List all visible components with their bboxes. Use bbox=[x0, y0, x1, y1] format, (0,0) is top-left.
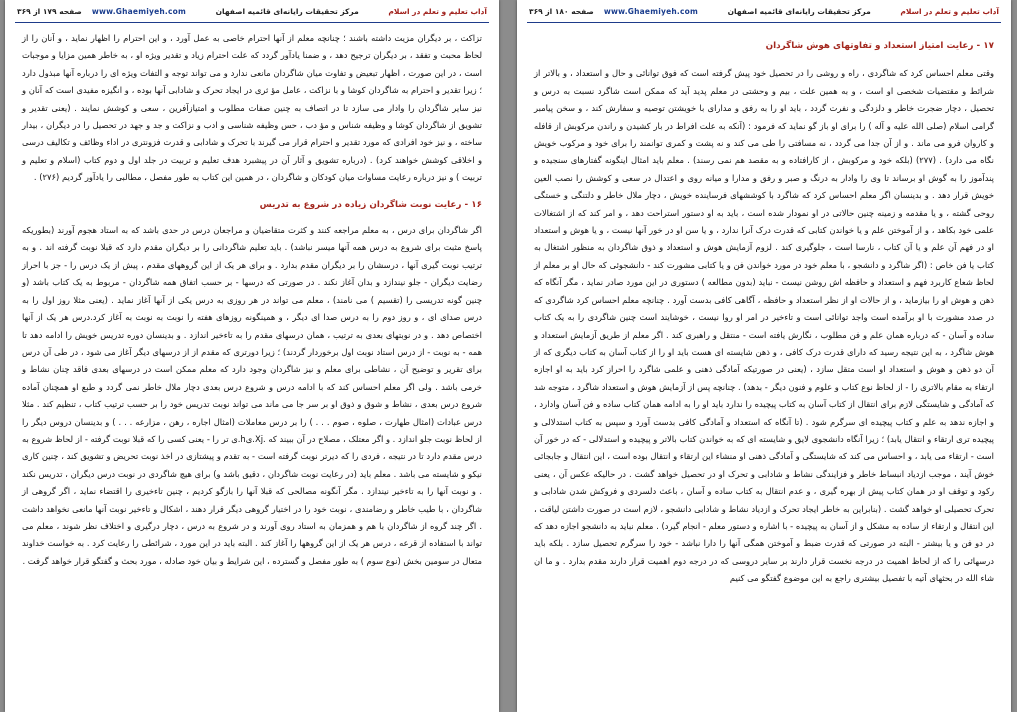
right-header-rule bbox=[527, 22, 1001, 23]
left-book-title: آداب تعلیم و تعلم در اسلام bbox=[388, 6, 487, 16]
left-publisher-name: مرکز تحقیقات رایانه‌ای قائمیه اصفهان bbox=[215, 6, 359, 16]
right-book-title: آداب تعلیم و تعلم در اسلام bbox=[900, 6, 999, 16]
left-header-left-group bbox=[17, 7, 186, 16]
left-section-title: ۱۶ - رعایت نوبت شاگردان زیاده در شروع به تدریس bbox=[259, 199, 482, 210]
right-publisher-name: مرکز تحقیقات رایانه‌ای قائمیه اصفهان bbox=[727, 6, 871, 16]
right-page-content bbox=[534, 30, 994, 704]
right-paragraph-1: وقتی معلم احساس کرد که شاگردی ، راه و روشی را در تحصیل خود پیش گرفته است که فوق توانائی و حال و استعداد ، و بالاتر از شرائط و مقتضیات شخصی او است ، و به همین علت ، بیم و وحشتی در معلم پدید آید که ممکن است شاگرد نسبت به درس و تحصیل ، دچار ضجرت خاطر و دلزدگی و نفرت گردد ، باید او را به رفق و مدارای با خویشتن توصیه و سفارش کند ، و سخن پیامبر گرامی اسلام (صلی الله علیه و آله ) را برای او باز گو نماید که فرمود : (آنکه به علت افراط در بار کشیدن و راندن مرکوبش از قافله و کاروان فرو می ماند . و از آن جدا می گردد ، نه مسافتی را طی می کند و نه پشت و کمری توانمند را برای خود و مرکوب خویش نگاه می دارد) . (۲۷۷) (بلکه خود و مرکوبش ، از کارافتاده و به مقصد هم نمی رسند) . معلم باید امثال اینگونه گفتارهای سنجیده و پندآموز را به گوش او برساند تا وی را وادار به درنگ و صبر و رفق و مدارا و میانه روی و اعتدال در سعی و کوشش را نصب العین خویش قرار دهد . و بدینسان اگر معلم احساس کرد که شاگرد با کوششهای فرساینده خویش ، دچار ملال خاطر و دلتنگی و خستگی روحی گشته ، و یا مقدمه و زمینه چنین حالاتی در او نمودار شده است ، باید به او دستور استراحت دهد ، و امر کند که از اشتغالات علمی خود بکاهد ، و از آموختن علم و یا خواندن کتابی که قدرت درک آنرا ندارد ، و یا سن او در خور آنها نیست ، و یا هوش و استعداد او در فهم آن علم و یا آن کتاب ، نارسا است ، جلوگیری کند . لزوم آزمایش هوش و استعداد و ذوق شاگردان به منظور اشتغال به کتاب یا فن خاص : (اگر شاگرد و دانشجو ، با معلم خود در مورد خواندن فن و یا کتابی مشورت کند - دانشجوئی که حال او بر معلم از لحاظ شعاع کاربرد فهم و استعداد و حافظه اش روشن نیست - نباید (بدون مطالعه ) دستوری در این مورد صادر نماید ، مگر آنگاه که ذهن و هوش او را بیازماید ، و از حالات او از نظر استعداد و حافظه ، آگاهی کافی بدست آورد . چنانچه معلم احساس کرد شاگردی که در صدد مشورت با او برآمده است واجد توانائی است و تاءخیر در امر او روا نیست ، خوشایند است چنین شاگردی را به یک کتاب ساده و آسان - که درباره همان علم و فن مطلوب ، نگارش یافته است - منتقل و راهبری کند . اگر معلم از طریق آزمایش استعداد و هوش شاگرد ، به این نتیجه رسید که دارای قدرت درک کافی ، و ذهن شایسته ای هست باید او را از کتاب آسان به کتاب دیگری که از آن دو ذهن و هوش و استعداد او است متقل سازد ، (یعنی در صورتیکه آمادگی ذهنی و علمی شاگرد را احراز کرد باید به او اجازه ارتقاء به مقام بالاتری را - از لحاظ نوع کتاب و علوم و فنون دیگر - بدهد) . چنانچه پس از آزمایش هوش و استعداد شاگرد ، متوجه شد که آمادگی و شایستگی لازم برای انتقال از کتاب آسان به کتاب پیچیده را ندارد باید او را به ادامه همان کتاب ساده و فن آسان وادارد ، و اجازه ندهد به علم و کتاب پیچیده ای سرگرم شود . (تا آنگاه که استعداد و آمادگی کافی بدست آورد و سپس به کتاب استدلالی و پیچیده تری ارتقاء و انتقال یابد) ؛ زیرا آنگاه دانشجوی لایق و شایسته ای که به خواندن کتاب بالاتر و پیچیده و استدلالی - که در خور آن است - ارتقاء می یابد ، و احساس می کند که شایستگی و آمادگی ذهنی او منشاء این ارتقاء و انتقال بوده است ، این انتقال و جابجائی خوش آیند ، موجب ازدیاد انبساط خاطر و فزایندگی نشاط و شادابی و تحرک او در تحصیل خواهد گشت . در حالیکه عکس آن ، یعنی رکود و توقف او در همان کتاب پیش از بهره گیری ، و عدم انتقال به کتاب ساده و آسان ، باعث دلسردی و فروکش شدن شادابی و تحرک تحصیلی او خواهد گشت . (بنابراین به خاطر ایجاد تحرک و ازدیاد نشاط و شادابی دانشجو ، لازم است در صورت داشتن لیاقت ، این انتقال و ارتقاء از ساده به مشکل و از آسان به پیچیده - با اشاره و دستور معلم - انجام گیرد) . معلم نباید به دانشجو اجازه دهد که در دو فن و یا بیشتر - البته در صورتی که قدرت ضبط و آموختن همگی آنها را دارا نباشد - خود را سرگرم تحصیل سازد . بلکه باید درسهائی را که از لحاظ اهمیت در درجه نخست قرار دارند بر سایر دروسی که در درجه دوم اهمیت قرار دارند مقدم بدارد . و ما ان شاء الله در بحثهای آتیه با تفصیل بیشتری راجع به این موضوع گفتگو می کنیم bbox=[534, 68, 994, 584]
left-paragraph-1: تزاکت ، بر دیگران مزیت داشته باشند ؛ چنانچه معلم از آنها احترام خاصی به عمل آورد ، و این احترام را اظهار نماید ، و آنان را از لحاظ محبت و تفقد ، بر دیگران ترجیح دهد ، و ضمنا یادآور گردد که علت احترام زیاد و تقدیر ویژه او ، به خاطر همین مزایا و موجبات است ، در این صورت ، اظهار تبعیض و تفاوت میان شاگردان مانعی ندارد و می تواند توجه و التفات ویژه ای را درباره آنها مبذول دارد ؛ زیرا تقدیر و احترام به شاگردان کوشا و با نزاکت ، عامل مؤ ثری در ایجاد تحرک و شادابی آنها بوده ، و انگیزه مفیدی است که آنان و نیز سایر شاگردان را وادار می سازد تا در اتصاف به چنین صفات مطلوب و امتیازآفرین ، سعی و کوشش نمایند . (یعنی تقدیر و تشویق از شاگردان کوشا و وظیفه شناس و مؤ دب ، حس وظیفه شناسی و ادب و نزاکت و جد و جهد در تحصیل را در دیگران ، بیدار ساخته ، و نیز خود افرادی که مورد تقدیر و احترام قرار می گیرند با تحرک و شادابی و قدرت فزونتری در اداء وظائف و تکالیف درسی و اخلاقی کوشش خواهند کرد) . (درباره تشویق و آثار آن در پیشبرد هدف تعلیم و تربیت در جلد اول و دوم کتاب (اسلام و تعلیم و تربیت ) و نیز درباره رعایت مساوات میان کودکان و شاگردان ، در همین این کتاب به طور مفصل ، مطالبی را یادآور گردیم (۲۷۶) . bbox=[22, 33, 482, 183]
left-page-number: صفحه ۱۷۹ از ۳۶۹ bbox=[17, 6, 82, 16]
right-site-link[interactable]: www.Ghaemiyeh.com bbox=[603, 6, 698, 16]
left-paragraph-2: اگر شاگردان برای درس ، به معلم مراجعه کنند و کثرت متقاضیان و مراجعان درس در حدی باشد که به استاد هجوم آورند (بطوریکه پاسخ مثبت برای شروع به درس همه آنها میسر نباشد) . باید تعلیم شاگردانی را بر دیگران مقدم دارد که قبلا نوبت گرفته اند . و به ترتیب نوبت گیری آنها ، درسشان را بر دیگران مقدم بدارد . و برای هر یک از این گروههای مقدم ، پیش از یک درس را - جز با احراز رضایت دیگران - جلو نیندازد و بدان آغاز نکند . در صورتی که درسها - بر حسب اتفاق همه شاگردان - مربوط به یک کتاب باشد (و چنین گونه تدریسی را (تقسیم ) می نامند) ، معلم می تواند در هر روزی به درس یکی از آنها آغاز نماید . (یعنی مثلا روز اول را به درس صدای ای ، و روز دوم را به درس صدا ای دیگر ، و همینگونه روزهای هفته را نوبت به نوبت به آغاز کرد.درس هر یک از آنها اختصاص دهد . و در نوبتهای بعدی به ترتیب ، همان درسهای مقدم را به تاءخیر اندازد . و بدینسان دوره تدریس خویش را ادامه دهد تا همه - به نوبت - از درس استاد نوبت اول برخوردار گردند) ؛ زیرا دورتری که مقدم از از درسهای دیگر آغاز می شود ، در طی آن درس برای تقریر و توضیح آن ، نشاطی برای معلم و نیز شاگردان وجود دارد که معلم ممکن است در درسهای بعدی فاقد چنان نشاط و خرمی باشد . ولی اگر معلم احساس کند که با ادامه درس و شروع درس بعدی دچار ملال خاطر نمی گردد و طبع او همچنان آماده شروع درس بعدی ، نشاط و شوق و ذوق او بر سر جا می ماند می تواند نوبت تدریس خود را بر حسب ترتیب کتاب ، تنظیم کند . مثلا درس عبادات (امثال طهارت ، صلوه ، صوم . . . ) را بر درس معاملات (امثال اجاره ، رهن ، مزارعه . . . ) و بدینسان دروس دیگر را از لحاظ نوبت جلو اندازد . و اگر معتلک ، مصلاح در آن ببیند که .Xj.ىh.ى تر را - یعنی کسی را که قبلا نوبت گرفته - از لحاظ شروع به درس مقدم دارد تا در نتیجه ، فردی را که دیرتر نوبت گرفته است - به تقدم و پیشتازی در اخذ نوبت تحریض و تشویق کند ، چنین کاری نیکو و شایسته می باشد . معلم باید (در رعایت نوبت شاگردان ، دقیق باشد و) برای هیچ شاگردی در نوبت درس دیگران ، تدریس نکند . و نوبت آنها را به تاءخیر نیندازد . مگر آنگونه مصالحی که قبلا آنها را بازگو کردیم ، چنین تاءخیری را اقتضاء نماید ، اگر گروهی از شاگردان ، با طیب خاطر و رضامندی ، نوبت خود را در اختیار گروهی دیگر قرار دهند ، اشکال و تاءخیر نوبت آنها مانعی نخواهد داشت . اگر چند گروه از شاگردان با هم و همزمان به استاد روی آورند و در شروع به درس ، دچار درگیری و اختلاف نظر شوند ، معلم می تواند با استفاده از قرعه ، درس هر یک از این گروهها را آغاز کند . البته باید در این مورد ، شرائطی را رعایت کرد . به خواست خداوند متعال در سومین بخش (نوع سوم ) به طور مفصل و گسترده ، این شرایط و بیان خود صادله ، مورد بحث و گفتگو قرار خواهد گرفت . bbox=[22, 225, 482, 566]
left-page-content bbox=[22, 30, 482, 704]
right-running-header bbox=[517, 0, 1011, 22]
left-running-header bbox=[5, 0, 499, 22]
left-header-rule bbox=[15, 22, 489, 23]
right-section-title: ۱۷ - رعایت امتیاز استعداد و تفاوتهای هوش شاگردان bbox=[765, 41, 994, 51]
right-header-left-group bbox=[529, 7, 698, 16]
right-page-number: صفحه ۱۸۰ از ۳۶۹ bbox=[529, 6, 594, 16]
left-site-link[interactable]: www.Ghaemiyeh.com bbox=[91, 6, 186, 16]
right-page bbox=[517, 0, 1011, 712]
left-page bbox=[5, 0, 499, 712]
